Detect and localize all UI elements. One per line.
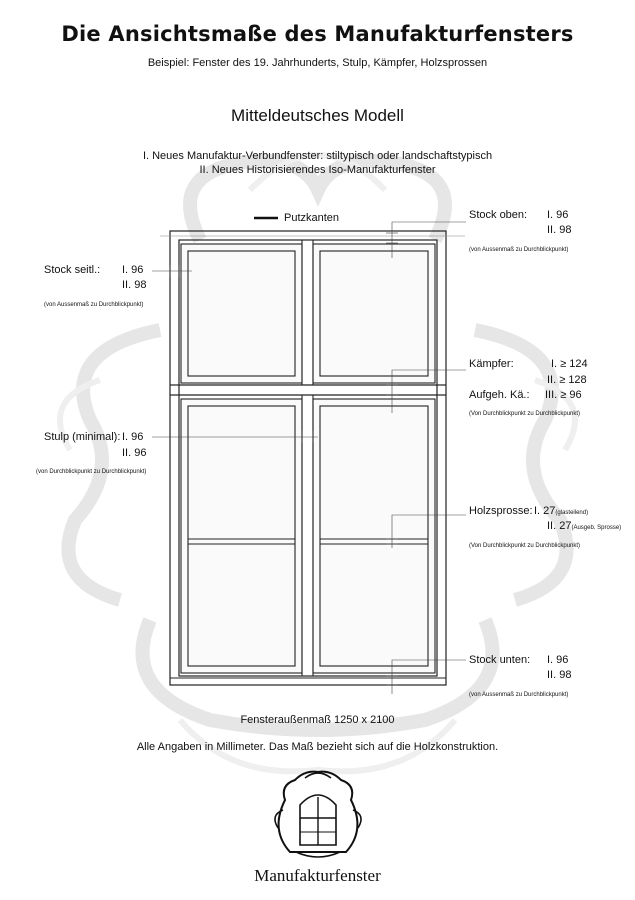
holzsprosse-value-1: I. 27(glasteilend): [534, 505, 589, 517]
stulp-value-2: II. 96: [122, 447, 147, 459]
stock-seitl-value-2: II. 98: [122, 279, 147, 291]
holzsprosse-note: (Von Durchblickpunkt zu Durchblickpunkt): [469, 543, 581, 549]
stock-oben-label: Stock oben:: [469, 209, 528, 221]
holzsprosse-value-1-sub: (glasteilend): [555, 510, 589, 516]
stulp-value-1: I. 96: [122, 431, 144, 443]
stock-unten-value-2: II. 98: [547, 669, 572, 681]
stock-unten-note: (von Aussenmaß zu Durchblickpunkt): [469, 692, 569, 698]
stock-oben-note: (von Aussenmaß zu Durchblickpunkt): [469, 247, 569, 253]
kaempfer-value-2: II. ≥ 128: [547, 374, 587, 386]
holzsprosse-value-2-sub: (Ausgeb. Sprosse): [571, 525, 622, 531]
model-heading: Mitteldeutsches Modell: [231, 106, 404, 125]
brand-name: Manufakturfenster: [254, 866, 381, 885]
stulp-note: (von Durchblickpunkt zu Durchblickpunkt): [36, 469, 147, 475]
variant-1-text: I. Neues Manufaktur-Verbundfenster: stiltypisch oder landschaftstypisch: [142, 150, 493, 162]
footer-note: Alle Angaben in Millimeter. Das Maß bezieht sich auf die Holzkonstruktion.: [136, 741, 499, 753]
kaempfer-note: (Von Durchblickpunkt zu Durchblickpunkt): [469, 411, 581, 417]
outer-size-label: Fensteraußenmaß 1250 x 2100: [240, 714, 395, 726]
page-subtitle: Beispiel: Fenster des 19. Jahrhunderts, Stulp, Kämpfer, Holzsprossen: [147, 57, 488, 69]
holzsprosse-value-2: II. 27(Ausgeb. Sprosse): [547, 520, 622, 532]
kaempfer-value-1: I. ≥ 124: [551, 358, 588, 370]
putzkanten-label: Putzkanten: [284, 212, 340, 224]
variant-2-text: II. Neues Historisierendes Iso-Manufakturfenster: [199, 164, 436, 176]
holzsprosse-label: Holzsprosse:: [469, 505, 533, 517]
manufakturfenster-logo: [275, 772, 361, 857]
stock-unten-value-1: I. 96: [547, 654, 569, 666]
lower-sashes: [181, 399, 435, 673]
stock-oben-value-2: II. 98: [547, 224, 572, 236]
aufgeh-kaempfer-label: Aufgeh. Kä.:: [469, 389, 530, 401]
upper-sashes: [181, 244, 435, 383]
stulp-label: Stulp (minimal):: [44, 431, 121, 443]
stock-seitl-label: Stock seitl.:: [44, 264, 101, 276]
stock-seitl-note: (von Aussenmaß zu Durchblickpunkt): [44, 302, 144, 308]
stock-seitl-value-1: I. 96: [122, 264, 144, 276]
stock-oben-value-1: I. 96: [547, 209, 569, 221]
stock-unten-label: Stock unten:: [469, 654, 531, 666]
page-title: Die Ansichtsmaße des Manufakturfensters: [61, 22, 574, 46]
kaempfer-value-3: III. ≥ 96: [545, 389, 582, 401]
kaempfer-label: Kämpfer:: [469, 358, 514, 370]
